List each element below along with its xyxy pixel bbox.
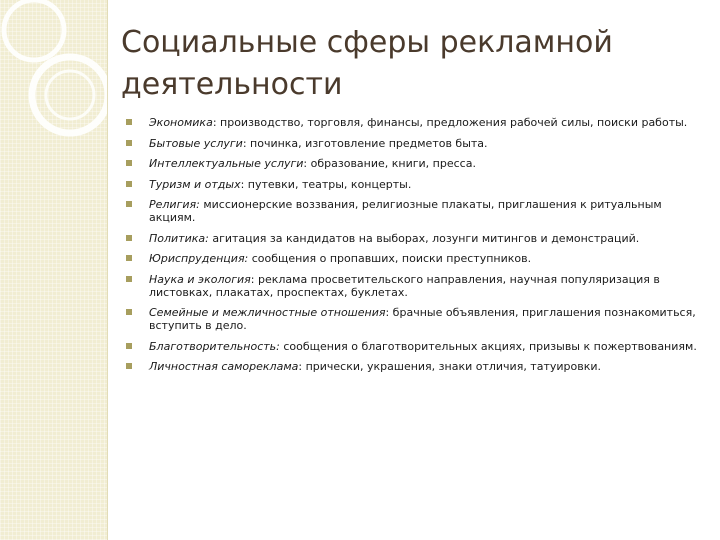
item-text: : починка, изготовление предметов быта. — [242, 136, 488, 150]
list-item — [126, 306, 706, 332]
list-item — [126, 252, 706, 265]
item-term: Личностная самореклама — [149, 360, 299, 373]
list-item — [126, 137, 706, 150]
square-bullet-icon — [126, 181, 132, 187]
item-term: Экономика — [149, 116, 213, 129]
item-term: Юриспруденция: — [149, 252, 249, 265]
item-term: Политика: — [149, 231, 209, 245]
list-item — [126, 273, 706, 299]
sphere-list — [126, 116, 706, 381]
item-term: Бытовые услуги — [149, 136, 243, 150]
list-item — [126, 178, 706, 191]
slide-title-line-2: деятельности — [121, 67, 343, 102]
item-text: : реклама просветительского направления, научная популяризация в листовках, плакатах, проспектах, буклетах. — [149, 272, 660, 299]
list-item — [126, 116, 706, 129]
item-text: : производство, торговля, финансы, предложения рабочей силы, поиски работы. — [212, 116, 688, 129]
slide-title-line-1: Социальные сферы рекламной — [121, 25, 613, 60]
square-bullet-icon — [126, 255, 132, 261]
panel-divider — [107, 0, 108, 540]
square-bullet-icon — [126, 201, 132, 207]
square-bullet-icon — [126, 235, 132, 241]
item-text: агитация за кандидатов на выборах, лозунги митингов и демонстраций. — [208, 231, 640, 245]
item-term: Семейные и межличностные отношения — [149, 306, 386, 319]
item-term: Туризм и отдых — [149, 177, 241, 191]
square-bullet-icon — [126, 140, 132, 146]
square-bullet-icon — [126, 363, 132, 369]
list-item — [126, 157, 706, 170]
item-text: сообщения о благотворительных акциях, призывы к пожертвованиям. — [279, 339, 697, 353]
decorative-circles-graphic — [0, 0, 107, 170]
list-item — [126, 360, 706, 373]
list-item — [126, 232, 706, 245]
item-text: миссионерские воззвания, религиозные плакаты, приглашения к ритуальным акциям. — [149, 198, 662, 224]
square-bullet-icon — [126, 119, 132, 125]
list-item — [126, 198, 706, 224]
item-text: : брачные объявления, приглашения познакомиться, вступить в дело. — [149, 306, 696, 332]
square-bullet-icon — [126, 160, 132, 166]
item-term: Наука и экология — [149, 272, 251, 286]
item-text: : путевки, театры, концерты. — [240, 177, 412, 191]
slide-title — [121, 22, 701, 106]
square-bullet-icon — [126, 276, 132, 282]
list-item — [126, 340, 706, 353]
item-text: : образование, книги, пресса. — [303, 157, 476, 170]
item-text: сообщения о пропавших, поиски преступников. — [248, 252, 532, 265]
item-term: Благотворительность: — [149, 339, 280, 353]
item-term: Интеллектуальные услуги — [149, 157, 304, 170]
square-bullet-icon — [126, 309, 132, 315]
square-bullet-icon — [126, 343, 132, 349]
item-text: : прически, украшения, знаки отличия, татуировки. — [298, 360, 602, 373]
item-term: Религия: — [149, 198, 200, 211]
